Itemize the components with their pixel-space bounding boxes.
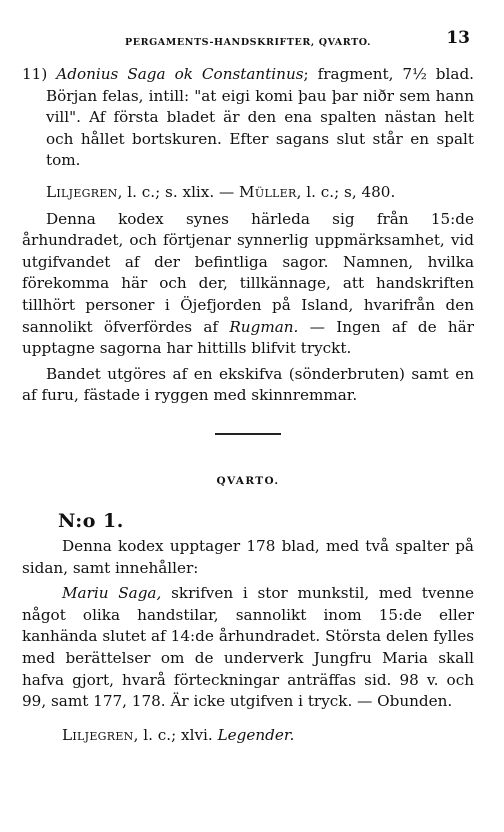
item-number-heading: N:o 1. xyxy=(58,509,124,532)
paragraph-upptager: Denna kodex upptager 178 blad, med två spalter på sidan, samt innehåller: xyxy=(22,537,474,577)
running-head: PERGAMENTS-HANDSKRIFTER, QVARTO. xyxy=(124,37,372,48)
paragraph-bandet: Bandet utgöres af en ekskifva (sönderbruten) samt en af furu, fästade i ryggen med skinnremmar. xyxy=(22,364,474,405)
ref-end: , l. c.; s, 480. xyxy=(296,182,396,201)
ref2-mid: , l. c.; xlvi. xyxy=(133,725,218,744)
entry-title: Adonius Saga ok Constantinus xyxy=(56,65,304,83)
paragraph-kodex xyxy=(22,209,474,360)
entry-11 xyxy=(22,64,474,172)
rugman-name: Rugman. xyxy=(229,317,299,336)
paragraph-mariu-text: skrifven i stor munkstil, med tvenne något olika handstilar, sannolikt inom 15:de eller kanhända slutet af 14:de århundradet. Största delen fylles med berättelser om de underverk Jungfru Maria skall hafva gjort, hvarå förteckningar anträffas sid. 98 v. och 99, samt 177, 178. Är icke utgifven i tryck. — Obunden. xyxy=(22,584,474,711)
page-header xyxy=(22,30,474,54)
paragraph-mariu-saga xyxy=(22,583,474,713)
ref2-italic: Legender. xyxy=(217,725,295,744)
page-number: 13 xyxy=(446,28,470,48)
entry-number: 11) xyxy=(22,65,48,83)
ref-author-muller: Müller xyxy=(239,182,297,201)
paragraph-kodex-text: Denna kodex synes härleda sig från 15:de århundradet, och förtjenar synnerlig uppmärksamhet, vid utgifvandet af der befintliga sagor. Namnen, hvilka förekomma här och der, tillkännage, att handskriften tillhört personer i Öjefjorden på Island, hvarifrån den sannolikt öfverfördes af xyxy=(22,209,474,336)
ref-author-liljegren: Liljegren xyxy=(46,182,118,201)
reference-line-2 xyxy=(22,725,474,747)
section-heading: QVARTO. xyxy=(216,474,280,487)
ref2-author: Liljegren xyxy=(62,725,134,744)
section-divider xyxy=(215,433,281,435)
entry-description: ; fragment, 7½ blad. Början felas, intill: "at eigi komi þau þar niðr sem hann vill". Af första bladet är den ena spalten nästan helt och hållet bortskuren. Efter sagans slut står en spalt tom. xyxy=(46,65,474,170)
reference-line xyxy=(22,182,474,204)
saga-title: Mariu Saga, xyxy=(62,584,162,603)
ref-mid: , l. c.; s. xlix. — xyxy=(117,182,240,201)
paragraph-kodex-end: — Ingen af de här upptagne sagorna har hittills blifvit tryckt. xyxy=(22,317,474,358)
